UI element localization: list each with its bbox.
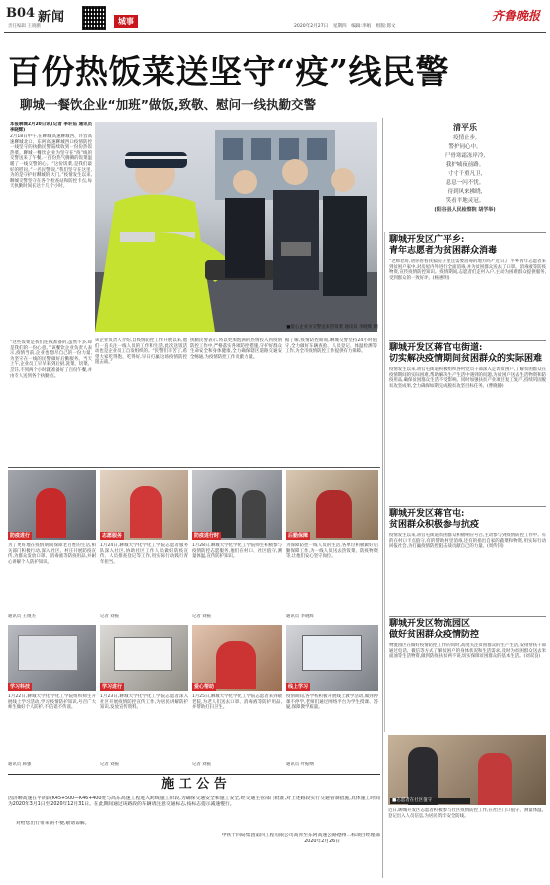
grid-text: 1月22日,聊城大学化学化工学院组织师生开展线上学习活动,学习疫情防护知识,号召广大师生做好个人防护,不信谣不传谣。	[8, 694, 96, 711]
grid-photo	[8, 625, 96, 691]
grid-photo-tag: 后勤保障	[288, 533, 309, 539]
right-story-title: 聊城开发区广平乡:	[389, 235, 465, 245]
section-name: 新闻	[38, 10, 65, 25]
main-photo-scene	[95, 122, 377, 332]
grid-photo	[100, 625, 188, 691]
brand-logo: 齐鲁晚报	[492, 9, 541, 23]
poem-line: 尸骨寒霜冻岸冷,	[444, 153, 486, 159]
right-story-text: 疫情发生以来,蒋官屯街道贫困群众积极响应号召,主动参与到疫情防控工作中。有的在村口卡点值守,有的帮助村里消毒,还有的捐出自家的蔬菜和物资,用实际行动回报社会,为打赢疫情防控阻击战贡献自己的力量。(周传钊)	[389, 533, 546, 550]
main-photo	[95, 122, 377, 332]
grid-photo-tag: 线上学习	[288, 684, 309, 690]
grid-photo	[286, 470, 378, 540]
right-story	[389, 340, 546, 506]
grid-photo-tag: 防疫进行时	[194, 533, 220, 539]
grid-credit: 通讯员 韩强	[8, 762, 32, 767]
bottom-right-caption: ■志愿者在社区值守	[390, 798, 470, 804]
right-story-subtitle: 做好贫困群众疫情防控	[389, 630, 480, 640]
grid-photo	[8, 470, 96, 540]
grid-credit: 通讯员 叶振纲	[286, 762, 314, 767]
notice-date: 2020年2月26日	[304, 839, 340, 844]
poem-credit: (阳谷县人民检察院 胡学举)	[434, 207, 496, 213]
poem-line: 笑看平地灵冠。	[445, 198, 485, 204]
bottom-right-photo	[388, 735, 546, 805]
main-photo-caption: ■爱心企业为交警送来热饭菜 通讯员 李晓辉 摄	[286, 325, 378, 330]
date-line: 2020年2月27日 星期四 编辑:李娟 组版:郎文	[294, 24, 396, 29]
page-number: B04	[6, 6, 36, 21]
right-story	[389, 616, 546, 732]
article-body-e: 据了解,疫情防控期间,聊城交警坚持24小时值守,全力做好车辆查验、人员登记、体温检测等工作,为全市疫情防控工作提供有力保障。	[285, 338, 377, 355]
grid-credit: 通讯员 王俊杰	[8, 614, 36, 619]
notice-body: 因济聊高速在平阴段K45+500—K46+400处与高东高速工程进入跨线施工阶段,为确保交通安全和施工安全,经交通主管部门批准,对上述路段实行交通管制措施,具体施工时间为2020年3月1日至2020年12月31日。在此期间通过该路段的车辆请注意交通标志,按标志提示减速慢行。	[8, 796, 380, 807]
divider	[8, 467, 380, 468]
poem-line: 息息一闪不忧。	[445, 180, 485, 186]
grid-credit: 记者 刘振	[192, 614, 211, 619]
qr-code-icon	[82, 6, 106, 30]
grid-text: 1月28日,聊城大学化学化工学院师生积极参与疫情防控志愿服务,他们在村口、社区值守,测量体温,宣传防护知识。	[192, 543, 282, 560]
notice-signature: 中铁十四局集团第四工程有限公司高青至东阿高速公路德州二标项目经理部	[221, 833, 380, 838]
section-stamp: 城事	[114, 15, 138, 28]
grid-photo-tag: 志愿服务	[102, 533, 123, 539]
grid-text: 1月23日,聊城大学化学化工学院志愿者深入社区开展疫情防控宣传工作,为居民讲解防护知识,发放宣传资料。	[100, 694, 188, 711]
right-column	[384, 232, 546, 732]
right-story-text: 疫情发生以来,蒋官屯街道积极组织各村党员干部深入走访贫困户,了解贫困群众在疫情期间的实际困难,帮助解决生产生活中遇到的问题,为贫困户送去生活物资和防疫用品,确保贫困群众生活不受影响。同时加强扶贫产业项目复工复产,持续巩固脱贫攻坚成果,全力确保如期完成脱贫攻坚目标任务。(曹晓静)	[389, 367, 546, 389]
grid-photo-tag: 防疫进行	[10, 533, 31, 539]
editor-line: 责任编辑 王晓鹏	[8, 24, 41, 29]
grid-photo-tag: 学习进行	[102, 684, 123, 690]
bottom-right-text: 近日,聊城开发区志愿者积极参与社区疫情防控工作,在社区门口值守、测量体温、登记出入人员信息,为居民筑牢安全防线。	[388, 808, 546, 819]
article-body-d: 执勤民警表示,将以更加饱满的热情投入到疫情防控工作中,严格落实各项防控措施,守护好群众生命安全和身体健康,全力确保辖区道路交通安全畅通,为疫情防控工作贡献力量。	[190, 338, 282, 360]
poem-line: 待到风来拂晓,	[447, 189, 483, 195]
grid-credit: 记者 刘振	[100, 614, 119, 619]
construction-notice	[8, 774, 380, 880]
article-body-a: 2月18日中午,在聊城高速聊城西、许营高速聊城北口、东阿高速聊城西口疫情防控一线坚守的执勤民警陆续收到一份份热饭热菜。聊城一餐饮企业为坚守在“疫”线的交警送来了午餐,一百份热气腾腾的饭菜温暖了一线交警的心。“这份饭菜,是我们最好的慰问。”一名民警说,“我们坚守在这里,为的是守护好聊城的大门。”疫情发生以来,聊城交警坚守在各个检查站和防控卡点,每天执勤时间长达十几个小时。	[10, 134, 92, 190]
article-byline: 本报聊城2月20日讯(记者 李轩茹 通讯员 李晓辉)	[10, 122, 92, 133]
right-story-title: 聊城开发区物流园区	[389, 619, 471, 629]
right-story	[389, 506, 546, 616]
grid-text: 疫情期间,各学校积极开展线上教学活动,做到停课不停学,老师们通过网络平台为学生授课、答疑,保障教学质量。	[286, 694, 378, 711]
divider	[382, 118, 383, 878]
right-story-title: 聊城开发区蒋官屯:	[389, 509, 465, 519]
grid-photo	[100, 470, 188, 540]
notice-apology: 对给您出行带来的不便,敬请谅解。	[16, 821, 90, 826]
grid-photo	[192, 470, 282, 540]
grid-photo-tag: 学习科技	[10, 684, 31, 690]
subheadline: 聊城一餐饮企业“加班”做饭,致敬、慰问一线执勤交警	[20, 97, 317, 112]
notice-title: 施 工 公 告	[161, 777, 227, 792]
grid-text: 为了更好地在疫情期间保障老百姓的生活,相关部门积极行动,深入社区、村庄开展防疫宣传,为群众发放口罩、消毒液等防疫用品,并耐心讲解个人防护知识。	[8, 543, 96, 565]
grid-text: 为保障防控一线人员的生活,各单位积极做好后勤保障工作,为一线人员送去热饭菜、防疫物资等,让他们安心坚守岗位。	[286, 543, 378, 560]
poem-line: 我护城夜前路。	[445, 162, 485, 168]
right-story-subtitle: 切实解决疫情期间贫困群众的实际困难	[389, 354, 543, 364]
poem-line: 寸寸千重凡卫,	[447, 171, 483, 177]
grid-photo-tag: 爱心帮助	[194, 684, 215, 690]
right-story-text: 物流园区在做好疫情防控工作的同时,高度关注贫困群众的生产生活,安排帮扶干部通过电话、微信等方式了解贫困户的身体状况和生活需求,及时为贫困群众送去米面油等生活物资,做到防疫扶贫两不误,切实保障贫困群众的基本生活。(刘双良)	[389, 643, 546, 660]
grid-text: 1月24日,聊城大学化学化工学院志愿者服务队深入社区,协助社区工作人员做好防疫宣传、人员排查登记等工作,用实际行动践行青年担当。	[100, 543, 188, 565]
grid-text: 1月25日,聊城大学化学化工学院志愿者来到敬老院,为老人们送去口罩、消毒液等防护用品,并帮助打扫卫生。	[192, 694, 282, 711]
grid-credit: 记者 刘振	[192, 762, 211, 767]
headline: 百份热饭菜送坚守“疫”线民警	[8, 52, 449, 91]
poem-line: 疫情止步,	[453, 135, 477, 141]
grid-photo	[192, 625, 282, 691]
page-header	[4, 3, 546, 33]
right-story-subtitle: 青年志愿者为贫困群众消毒	[389, 246, 498, 256]
right-story	[389, 232, 546, 340]
poem-title: 清平乐	[453, 123, 477, 132]
article-body-b: “这些饭菜是我们连夜准备的,虽然不多,却是我们的一份心意。”该餐饮企业负责人表示,疫情当前,企业也想尽自己的一份力量,为坚守在一线的民警做好后勤服务。当天上午,企业员工早早来到后厨,洗菜、切菜、烹饪,不到两个小时就准备好了百份午餐,并由专人送到各个执勤点。	[10, 340, 92, 379]
poem-line: 警护同心中。	[448, 144, 482, 150]
right-story-text: “老师您好,请你看看我家院子里还需要消毒的地方吗?”近日,广平乡青年志愿者来到贫困户家中,对房屋内外进行全面消毒,并为贫困群众送去了口罩、消毒液等防疫物资,宣传疫情防控知识。疫情期间,志愿者们走村入户,主动为困难群众提供服务,受到群众的一致好评。(杨惠明)	[389, 259, 546, 281]
right-story-subtitle: 贫困群众积极参与抗疫	[389, 520, 480, 530]
grid-credit: 记者 刘振	[100, 762, 119, 767]
grid-credit: 通讯员 李晓辉	[286, 614, 314, 619]
right-story-title: 聊城开发区蒋官屯街道:	[389, 343, 483, 353]
poem-block	[385, 122, 545, 228]
article-body-c: 该企业负责人介绍,自疫情防控工作开展以来,他们一直关注一线人员的工作和生活,此次送饭活动也是企业员工自发组织的。“民警们辛苦了,希望大家吃得饱、吃得好,早日打赢这场疫情防控阻击战。”	[95, 338, 187, 366]
grid-photo	[286, 625, 378, 691]
